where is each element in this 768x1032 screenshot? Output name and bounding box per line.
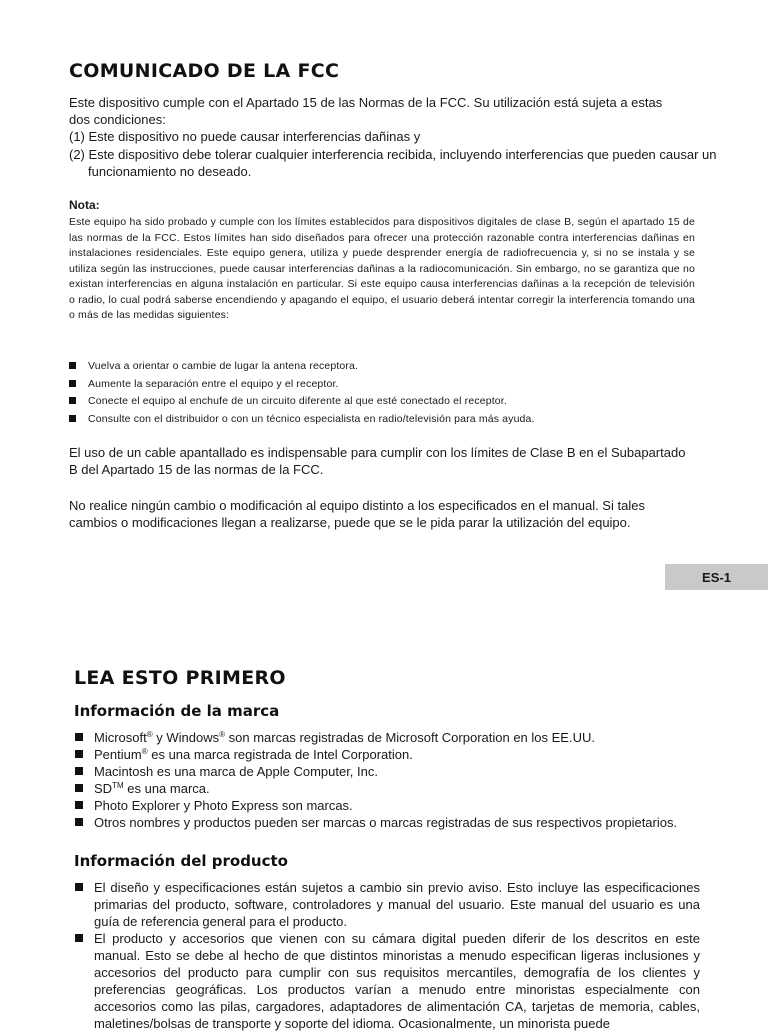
list-item: El diseño y especificaciones están sujetos a cambio sin previo aviso. Esto incluye las especificaciones primarias del producto, software, controladores y manual del usuario. Este manual del usuario es una guía de referencia general para el producto. — [74, 879, 700, 930]
bullet-square-icon — [75, 934, 83, 942]
bullet-square-icon — [69, 397, 76, 404]
fcc-title: COMUNICADO DE LA FCC — [69, 60, 340, 82]
list-item: El producto y accesorios que vienen con su cámara digital pueden diferir de los descritos en este manual. Esto se debe al hecho de que distintos minoristas a menudo especifican ligeras inclusiones y accesorios del producto para cumplir con sus requisitos mercantiles, demografía de los clientes y preferencias geográficas. Los productos varían a menudo entre minoristas especialmente con accesorios como las pilas, cargadores, adaptadores de alimentación CA, tarjetas de memoria, cables, maletines/bolsas de transporte y soporte del idioma. Ocasionalmente, un minorista puede — [74, 930, 700, 1032]
bullet-square-icon — [69, 415, 76, 422]
bullet-square-icon — [75, 883, 83, 891]
page-number-tab: ES-1 — [665, 564, 768, 590]
bullet-square-icon — [75, 750, 83, 758]
nota-text: Este equipo ha sido probado y cumple con los límites establecidos para dispositivos digitales de clase B, según el apartado 15 de las normas de la FCC. Estos límites han sido diseñados para ofrecer una protección razonable contra interferencias dañinas en instalaciones residenciales. Este equipo genera, utiliza y puede desprender energía de radiofrecuencia y, si no se instala y se utiliza según las instrucciones, puede causar interferencias dañinas a la radiocomunicación. Sin embargo, no se garantiza que no existan interferencias en alguna instalación en particular. Si este equipo causa interferencias dañinas a la recepción de televisión o radio, lo cual podrá saberse encendiendo y apagando el equipo, el usuario deberá intentar corregir la interferencia tomando una o más de las medidas siguientes: — [69, 216, 695, 321]
list-item: SD™ es una marca. — [74, 780, 714, 797]
product-list — [74, 879, 700, 1032]
fcc-intro — [69, 94, 709, 128]
brand-info-heading: Información de la marca — [74, 702, 280, 720]
product-info-heading: Información del producto — [74, 852, 288, 870]
modification-paragraph: No realice ningún cambio o modificación al equipo distinto a los especificados en el manual. Si tales cambios o modificaciones llegan a realizarse, puede que se le pida parar la utilización del equipo. — [69, 498, 645, 530]
list-item: Pentium® es una marca registrada de Intel Corporation. — [74, 746, 714, 763]
nota-label: Nota: — [69, 198, 100, 212]
fcc-condition-1: (1) Este dispositivo no puede causar interferencias dañinas y — [69, 129, 421, 144]
bullet-square-icon — [69, 362, 76, 369]
read-first-title: LEA ESTO PRIMERO — [74, 667, 286, 689]
bullet-square-icon — [75, 801, 83, 809]
list-item: Aumente la separación entre el equipo y el receptor. — [69, 376, 709, 394]
brand-list — [74, 729, 714, 831]
list-item: Macintosh es una marca de Apple Computer, Inc. — [74, 763, 714, 780]
fcc-intro-line1: Este dispositivo cumple con el Apartado 15 de las Normas de la FCC. Su utilización está sujeta a estas — [69, 95, 663, 110]
measures-list — [69, 358, 709, 428]
bullet-square-icon — [69, 380, 76, 387]
fcc-condition-2: (2) Este dispositivo debe tolerar cualquier interferencia recibida, incluyendo interferencias que pueden causar un funcionamiento no deseado. — [69, 147, 717, 179]
bullet-square-icon — [75, 767, 83, 775]
bullet-square-icon — [75, 784, 83, 792]
list-item: Conecte el equipo al enchufe de un circuito diferente al que esté conectado el receptor. — [69, 393, 709, 411]
list-item: Vuelva a orientar o cambie de lugar la antena receptora. — [69, 358, 709, 376]
bullet-square-icon — [75, 818, 83, 826]
cable-paragraph: El uso de un cable apantallado es indispensable para cumplir con los límites de Clase B en el Subapartado B del Apartado 15 de las normas de la FCC. — [69, 445, 686, 477]
bullet-square-icon — [75, 733, 83, 741]
list-item: Microsoft® y Windows® son marcas registradas de Microsoft Corporation en los EE.UU. — [74, 729, 714, 746]
list-item: Consulte con el distribuidor o con un técnico especialista en radio/televisión para más ayuda. — [69, 411, 709, 429]
list-item: Photo Explorer y Photo Express son marcas. — [74, 797, 714, 814]
fcc-intro-line2: dos condiciones: — [69, 112, 166, 127]
list-item: Otros nombres y productos pueden ser marcas o marcas registradas de sus respectivos propietarios. — [74, 814, 714, 831]
